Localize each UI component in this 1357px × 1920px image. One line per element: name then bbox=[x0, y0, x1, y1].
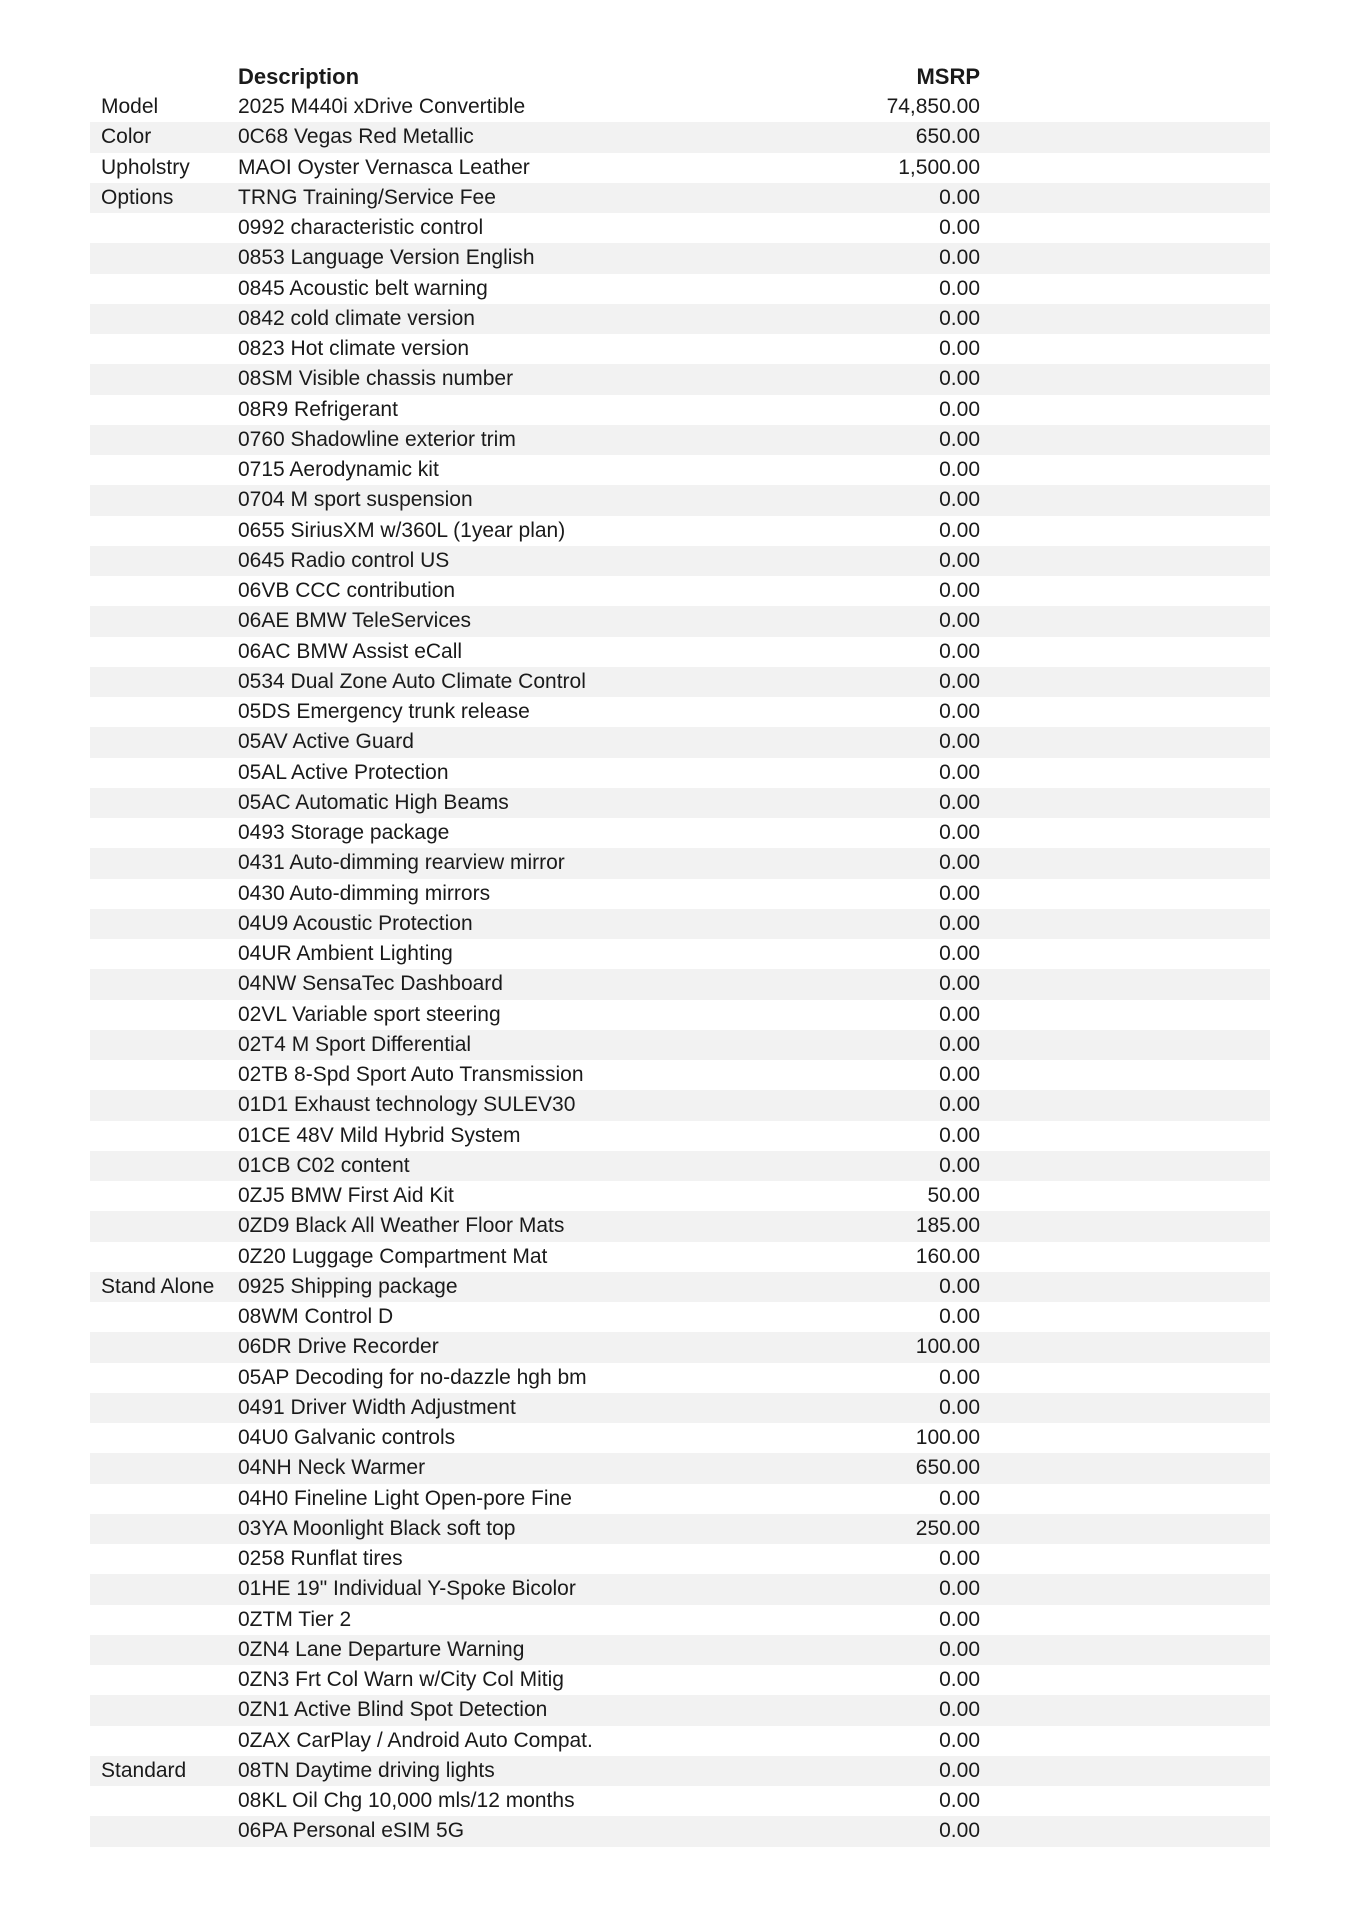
table-row bbox=[90, 455, 1270, 485]
row-description: 0ZN4 Lane Departure Warning bbox=[238, 1637, 525, 1661]
row-description: 01D1 Exhaust technology SULEV30 bbox=[238, 1093, 576, 1117]
table-row bbox=[90, 334, 1270, 364]
row-category: Options bbox=[101, 185, 174, 209]
row-description: TRNG Training/Service Fee bbox=[238, 185, 496, 209]
row-description: 0430 Auto-dimming mirrors bbox=[238, 881, 491, 905]
row-description: 05DS Emergency trunk release bbox=[238, 700, 530, 723]
table-row bbox=[90, 1090, 1270, 1120]
table-row bbox=[90, 1726, 1270, 1756]
row-description: 05AL Active Protection bbox=[238, 760, 449, 784]
table-row bbox=[90, 637, 1270, 667]
row-msrp: 0.00 bbox=[939, 790, 980, 814]
table-row bbox=[90, 1000, 1270, 1030]
table-row bbox=[90, 1514, 1270, 1544]
table-row bbox=[90, 758, 1270, 788]
row-msrp: 0.00 bbox=[939, 1637, 980, 1661]
row-description: 0715 Aerodynamic kit bbox=[238, 458, 439, 481]
row-description: 02TB 8-Spd Sport Auto Transmission bbox=[238, 1063, 584, 1086]
row-description: 04UR Ambient Lighting bbox=[238, 942, 453, 965]
row-description: 0ZN3 Frt Col Warn w/City Col Mitig bbox=[238, 1668, 564, 1691]
row-msrp: 0.00 bbox=[939, 1093, 980, 1117]
row-category: Stand Alone bbox=[101, 1274, 215, 1298]
table-row bbox=[90, 1363, 1270, 1393]
table-row bbox=[90, 1544, 1270, 1574]
row-msrp: 0.00 bbox=[939, 367, 980, 391]
table-row bbox=[90, 969, 1270, 999]
row-description: 0493 Storage package bbox=[238, 821, 450, 844]
row-msrp: 0.00 bbox=[939, 942, 980, 965]
row-description: 06VB CCC contribution bbox=[238, 579, 456, 602]
row-msrp: 0.00 bbox=[939, 1577, 980, 1601]
table-row bbox=[90, 1423, 1270, 1453]
row-description: MAOI Oyster Vernasca Leather bbox=[238, 155, 530, 179]
table-header bbox=[90, 62, 1270, 92]
row-description: 2025 M440i xDrive Convertible bbox=[238, 95, 526, 118]
table-row bbox=[90, 425, 1270, 455]
row-description: 0ZAX CarPlay / Android Auto Compat. bbox=[238, 1728, 593, 1752]
row-description: 08TN Daytime driving lights bbox=[238, 1758, 495, 1782]
row-description: 04NH Neck Warmer bbox=[238, 1456, 426, 1480]
row-description: 0655 SiriusXM w/360L (1year plan) bbox=[238, 518, 566, 542]
table-row bbox=[90, 485, 1270, 515]
row-description: 08SM Visible chassis number bbox=[238, 367, 514, 391]
table-row bbox=[90, 153, 1270, 183]
row-msrp: 0.00 bbox=[939, 730, 980, 754]
row-description: 0491 Driver Width Adjustment bbox=[238, 1395, 516, 1419]
row-description: 04NW SensaTec Dashboard bbox=[238, 972, 503, 996]
row-description: 0925 Shipping package bbox=[238, 1274, 458, 1298]
row-msrp: 160.00 bbox=[915, 1244, 980, 1268]
row-description: 04U9 Acoustic Protection bbox=[238, 911, 473, 935]
row-description: 0645 Radio control US bbox=[238, 548, 450, 572]
row-msrp: 0.00 bbox=[939, 1668, 980, 1691]
row-msrp: 0.00 bbox=[939, 1153, 980, 1177]
table-row bbox=[90, 1453, 1270, 1483]
row-msrp: 0.00 bbox=[939, 760, 980, 784]
row-description: 06PA Personal eSIM 5G bbox=[238, 1819, 465, 1843]
table-row bbox=[90, 1605, 1270, 1635]
table-row bbox=[90, 1332, 1270, 1362]
table-row bbox=[90, 1302, 1270, 1332]
row-msrp: 0.00 bbox=[939, 881, 980, 905]
row-description: 08KL Oil Chg 10,000 mls/12 months bbox=[238, 1789, 575, 1812]
row-description: 0ZJ5 BMW First Aid Kit bbox=[238, 1184, 454, 1207]
table-row bbox=[90, 1635, 1270, 1665]
row-msrp: 0.00 bbox=[939, 1698, 980, 1722]
row-msrp: 0.00 bbox=[939, 1819, 980, 1843]
row-description: 05AC Automatic High Beams bbox=[238, 790, 509, 814]
row-msrp: 0.00 bbox=[939, 488, 980, 512]
table-row bbox=[90, 1211, 1270, 1241]
price-sheet bbox=[90, 62, 1270, 1847]
row-description: 0258 Runflat tires bbox=[238, 1547, 403, 1570]
table-row bbox=[90, 213, 1270, 243]
table-row bbox=[90, 1695, 1270, 1725]
row-description: 02VL Variable sport steering bbox=[238, 1002, 501, 1026]
row-description: 0534 Dual Zone Auto Climate Control bbox=[238, 669, 586, 693]
row-msrp: 100.00 bbox=[915, 1335, 980, 1359]
table-row bbox=[90, 1756, 1270, 1786]
row-description: 08WM Control D bbox=[238, 1305, 394, 1328]
row-msrp: 0.00 bbox=[939, 518, 980, 542]
row-msrp: 0.00 bbox=[939, 1032, 980, 1056]
table-row bbox=[90, 1574, 1270, 1604]
row-description: 0823 Hot climate version bbox=[238, 337, 470, 360]
table-body bbox=[90, 92, 1270, 1847]
row-msrp: 0.00 bbox=[939, 1547, 980, 1570]
row-msrp: 0.00 bbox=[939, 306, 980, 330]
table-row bbox=[90, 122, 1270, 152]
row-msrp: 0.00 bbox=[939, 972, 980, 996]
row-description: 0Z20 Luggage Compartment Mat bbox=[238, 1244, 548, 1268]
table-row bbox=[90, 1786, 1270, 1816]
row-msrp: 0.00 bbox=[939, 609, 980, 633]
row-category: Color bbox=[101, 125, 152, 149]
row-description: 02T4 M Sport Differential bbox=[238, 1032, 472, 1056]
row-msrp: 0.00 bbox=[939, 458, 980, 481]
row-msrp: 0.00 bbox=[939, 1123, 980, 1147]
row-msrp: 0.00 bbox=[939, 1758, 980, 1782]
table-row bbox=[90, 848, 1270, 878]
row-msrp: 0.00 bbox=[939, 1274, 980, 1298]
row-msrp: 0.00 bbox=[939, 427, 980, 451]
table-row bbox=[90, 909, 1270, 939]
row-description: 0704 M sport suspension bbox=[238, 488, 473, 512]
row-msrp: 0.00 bbox=[939, 216, 980, 239]
row-msrp: 0.00 bbox=[939, 579, 980, 602]
table-row bbox=[90, 939, 1270, 969]
row-msrp: 0.00 bbox=[939, 1395, 980, 1419]
row-description: 0992 characteristic control bbox=[238, 216, 484, 239]
row-description: 05AP Decoding for no-dazzle hgh bm bbox=[238, 1365, 587, 1389]
row-msrp: 0.00 bbox=[939, 1365, 980, 1389]
row-description: 01CB C02 content bbox=[238, 1153, 410, 1177]
row-msrp: 0.00 bbox=[939, 1063, 980, 1086]
row-description: 08R9 Refrigerant bbox=[238, 397, 398, 421]
row-msrp: 50.00 bbox=[927, 1184, 980, 1207]
row-msrp: 650.00 bbox=[915, 1456, 980, 1480]
row-description: 06AC BMW Assist eCall bbox=[238, 639, 463, 663]
table-row bbox=[90, 1060, 1270, 1090]
row-description: 05AV Active Guard bbox=[238, 730, 414, 754]
row-msrp: 74,850.00 bbox=[886, 95, 980, 118]
table-row bbox=[90, 1665, 1270, 1695]
row-msrp: 0.00 bbox=[939, 1305, 980, 1328]
row-description: 0ZTM Tier 2 bbox=[238, 1607, 352, 1631]
row-msrp: 0.00 bbox=[939, 397, 980, 421]
row-description: 06DR Drive Recorder bbox=[238, 1335, 439, 1359]
row-msrp: 650.00 bbox=[915, 125, 980, 149]
row-description: 0760 Shadowline exterior trim bbox=[238, 427, 516, 451]
row-msrp: 0.00 bbox=[939, 821, 980, 844]
table-row bbox=[90, 879, 1270, 909]
table-row bbox=[90, 606, 1270, 636]
row-msrp: 0.00 bbox=[939, 337, 980, 360]
table-row bbox=[90, 1393, 1270, 1423]
row-msrp: 0.00 bbox=[939, 185, 980, 209]
msrp-column-header: MSRP bbox=[916, 64, 980, 89]
table-row bbox=[90, 183, 1270, 213]
row-msrp: 0.00 bbox=[939, 1486, 980, 1510]
description-column-header: Description bbox=[238, 64, 360, 89]
row-msrp: 185.00 bbox=[915, 1214, 980, 1238]
row-category: Standard bbox=[101, 1758, 187, 1782]
row-msrp: 1,500.00 bbox=[898, 155, 980, 179]
row-description: 04H0 Fineline Light Open-pore Fine bbox=[238, 1486, 572, 1510]
row-description: 01HE 19" Individual Y-Spoke Bicolor bbox=[238, 1577, 576, 1601]
row-category: Model bbox=[101, 95, 159, 118]
row-description: 0845 Acoustic belt warning bbox=[238, 276, 488, 300]
row-msrp: 0.00 bbox=[939, 1002, 980, 1026]
row-description: 0853 Language Version English bbox=[238, 246, 535, 270]
row-description: 06AE BMW TeleServices bbox=[238, 609, 472, 633]
table-row bbox=[90, 727, 1270, 757]
table-row bbox=[90, 1242, 1270, 1272]
table-row bbox=[90, 1030, 1270, 1060]
table-row bbox=[90, 274, 1270, 304]
row-msrp: 0.00 bbox=[939, 911, 980, 935]
row-msrp: 250.00 bbox=[915, 1516, 980, 1540]
row-msrp: 0.00 bbox=[939, 246, 980, 270]
table-row bbox=[90, 667, 1270, 697]
table-row bbox=[90, 1484, 1270, 1514]
row-msrp: 0.00 bbox=[939, 669, 980, 693]
row-description: 0C68 Vegas Red Metallic bbox=[238, 125, 474, 149]
row-msrp: 0.00 bbox=[939, 1607, 980, 1631]
row-msrp: 0.00 bbox=[939, 548, 980, 572]
table-row bbox=[90, 546, 1270, 576]
table-row bbox=[90, 1181, 1270, 1211]
row-msrp: 0.00 bbox=[939, 1728, 980, 1752]
row-description: 0431 Auto-dimming rearview mirror bbox=[238, 851, 565, 875]
table-row bbox=[90, 1816, 1270, 1846]
row-msrp: 0.00 bbox=[939, 276, 980, 300]
row-msrp: 100.00 bbox=[915, 1426, 980, 1449]
row-category: Upholstry bbox=[101, 155, 190, 179]
table-row bbox=[90, 1151, 1270, 1181]
table-row bbox=[90, 1272, 1270, 1302]
row-msrp: 0.00 bbox=[939, 1789, 980, 1812]
row-description: 0842 cold climate version bbox=[238, 306, 475, 330]
table-row bbox=[90, 788, 1270, 818]
table-row bbox=[90, 243, 1270, 273]
row-msrp: 0.00 bbox=[939, 639, 980, 663]
table-row bbox=[90, 395, 1270, 425]
row-description: 0ZD9 Black All Weather Floor Mats bbox=[238, 1214, 565, 1238]
table-row bbox=[90, 697, 1270, 727]
table-row bbox=[90, 1121, 1270, 1151]
table-row bbox=[90, 516, 1270, 546]
row-description: 03YA Moonlight Black soft top bbox=[238, 1516, 516, 1540]
row-description: 0ZN1 Active Blind Spot Detection bbox=[238, 1698, 548, 1722]
table-row bbox=[90, 364, 1270, 394]
table-row bbox=[90, 92, 1270, 122]
row-description: 04U0 Galvanic controls bbox=[238, 1426, 456, 1449]
table-row bbox=[90, 818, 1270, 848]
table-row bbox=[90, 576, 1270, 606]
row-description: 01CE 48V Mild Hybrid System bbox=[238, 1123, 521, 1147]
row-msrp: 0.00 bbox=[939, 700, 980, 723]
table-row bbox=[90, 304, 1270, 334]
row-msrp: 0.00 bbox=[939, 851, 980, 875]
